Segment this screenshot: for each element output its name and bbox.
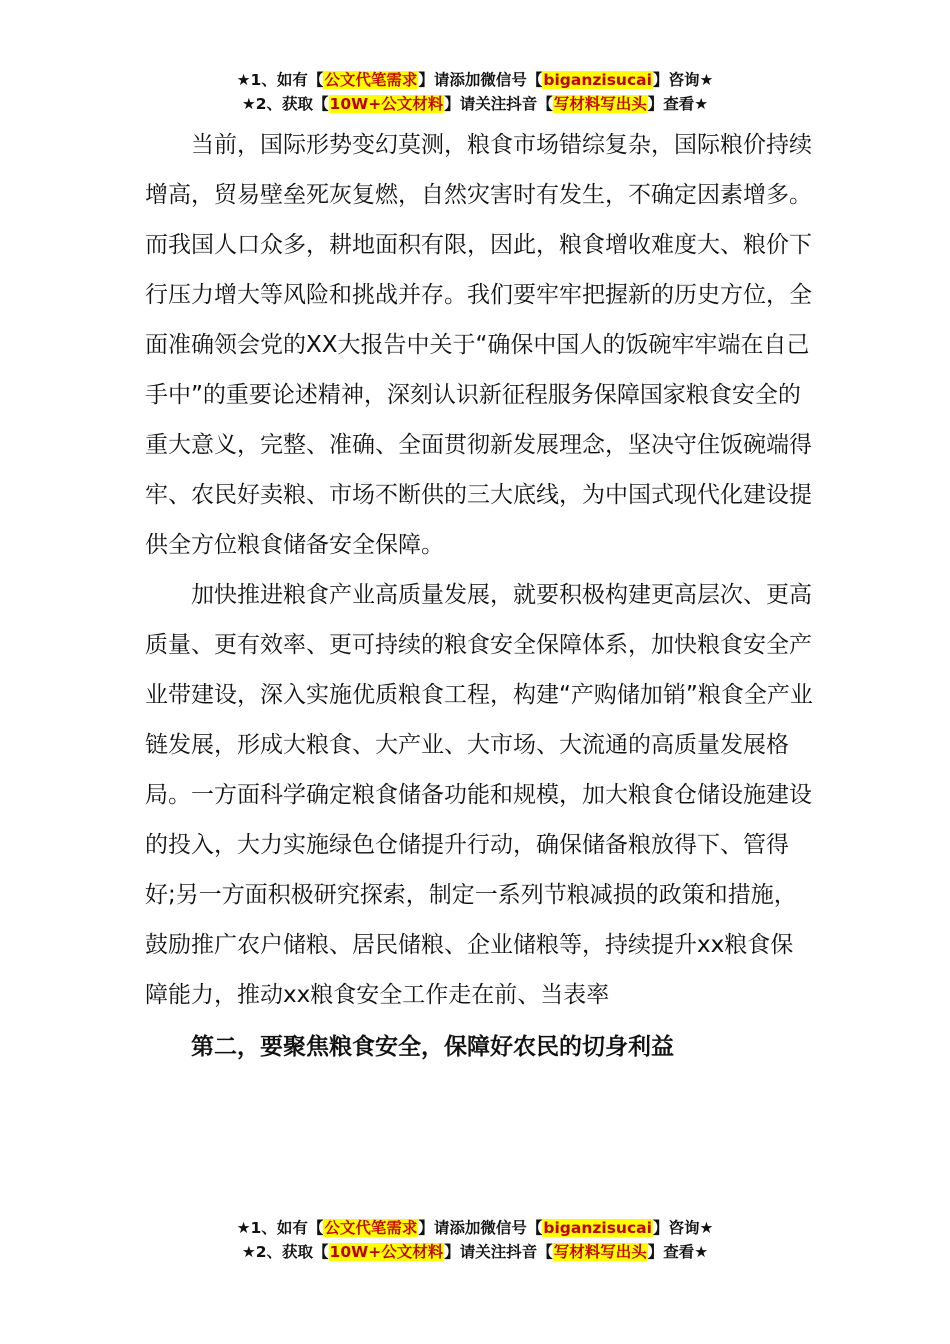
promo-line-1: ★1、如有【公文代笔需求】请添加微信号【biganzisucai】咨询★ <box>236 1219 714 1237</box>
highlight-douyin-account: 写材料写出头 <box>553 1243 647 1261</box>
paragraph-1: 当前，国际形势变幻莫测，粮食市场错综复杂，国际粮价持续增高，贸易壁垒死灰复燃，自然灾害时有发生，不确定因素增多。而我国人口众多，耕地面积有限，因此，粮食增收难度大、粮价下行压力增大等风险和挑战并存。我们要牢牢把握新的历史方位，全面准确领会党的XX大报告中关于“确保中国人的饭碗牢牢端在自己手中”的重要论述精神，深刻认识新征程服务保障国家粮食安全的重大意义，完整、准确、全面贯彻新发展理念，坚决守住饭碗端得牢、农民好卖粮、市场不断供的三大底线，为中国式现代化建设提供全方位粮食储备安全保障。 <box>145 132 812 558</box>
highlight-douyin-account: 写材料写出头 <box>553 95 647 113</box>
highlight-service: 公文代笔需求 <box>324 71 418 89</box>
highlight-materials: 10W+公文材料 <box>329 1243 444 1261</box>
highlight-wechat-id: biganzisucai <box>543 1219 652 1237</box>
highlight-wechat-id: biganzisucai <box>543 71 652 89</box>
highlight-service: 公文代笔需求 <box>324 1219 418 1237</box>
highlight-materials: 10W+公文材料 <box>329 95 444 113</box>
promo-line-1: ★1、如有【公文代笔需求】请添加微信号【biganzisucai】咨询★ <box>236 71 714 89</box>
promo-line-2: ★2、获取【10W+公文材料】请关注抖音【写材料写出头】查看★ <box>241 95 709 113</box>
section-heading: 第二，要聚焦粮食安全，保障好农民的切身利益 <box>191 1034 674 1060</box>
paragraph-2: 加快推进粮食产业高质量发展，就要积极构建更高层次、更高质量、更有效率、更可持续的粮食安全保障体系，加快粮食安全产业带建设，深入实施优质粮食工程，构建“产购储加销”粮食全产业链发展，形成大粮食、大产业、大市场、大流通的高质量发展格局。一方面科学确定粮食储备功能和规模，加大粮食仓储设施建设的投入，大力实施绿色仓储提升行动，确保储备粮放得下、管得好;另一方面积极研究探索，制定一系列节粮减损的政策和措施，鼓励推广农户储粮、居民储粮、企业储粮等，持续提升xx粮食保障能力，推动xx粮食安全工作走在前、当表率 <box>145 582 813 1008</box>
promo-banner-bottom <box>0 1216 950 1264</box>
document-body <box>145 120 813 1072</box>
promo-line-2: ★2、获取【10W+公文材料】请关注抖音【写材料写出头】查看★ <box>241 1243 709 1261</box>
promo-banner-top <box>0 68 950 116</box>
